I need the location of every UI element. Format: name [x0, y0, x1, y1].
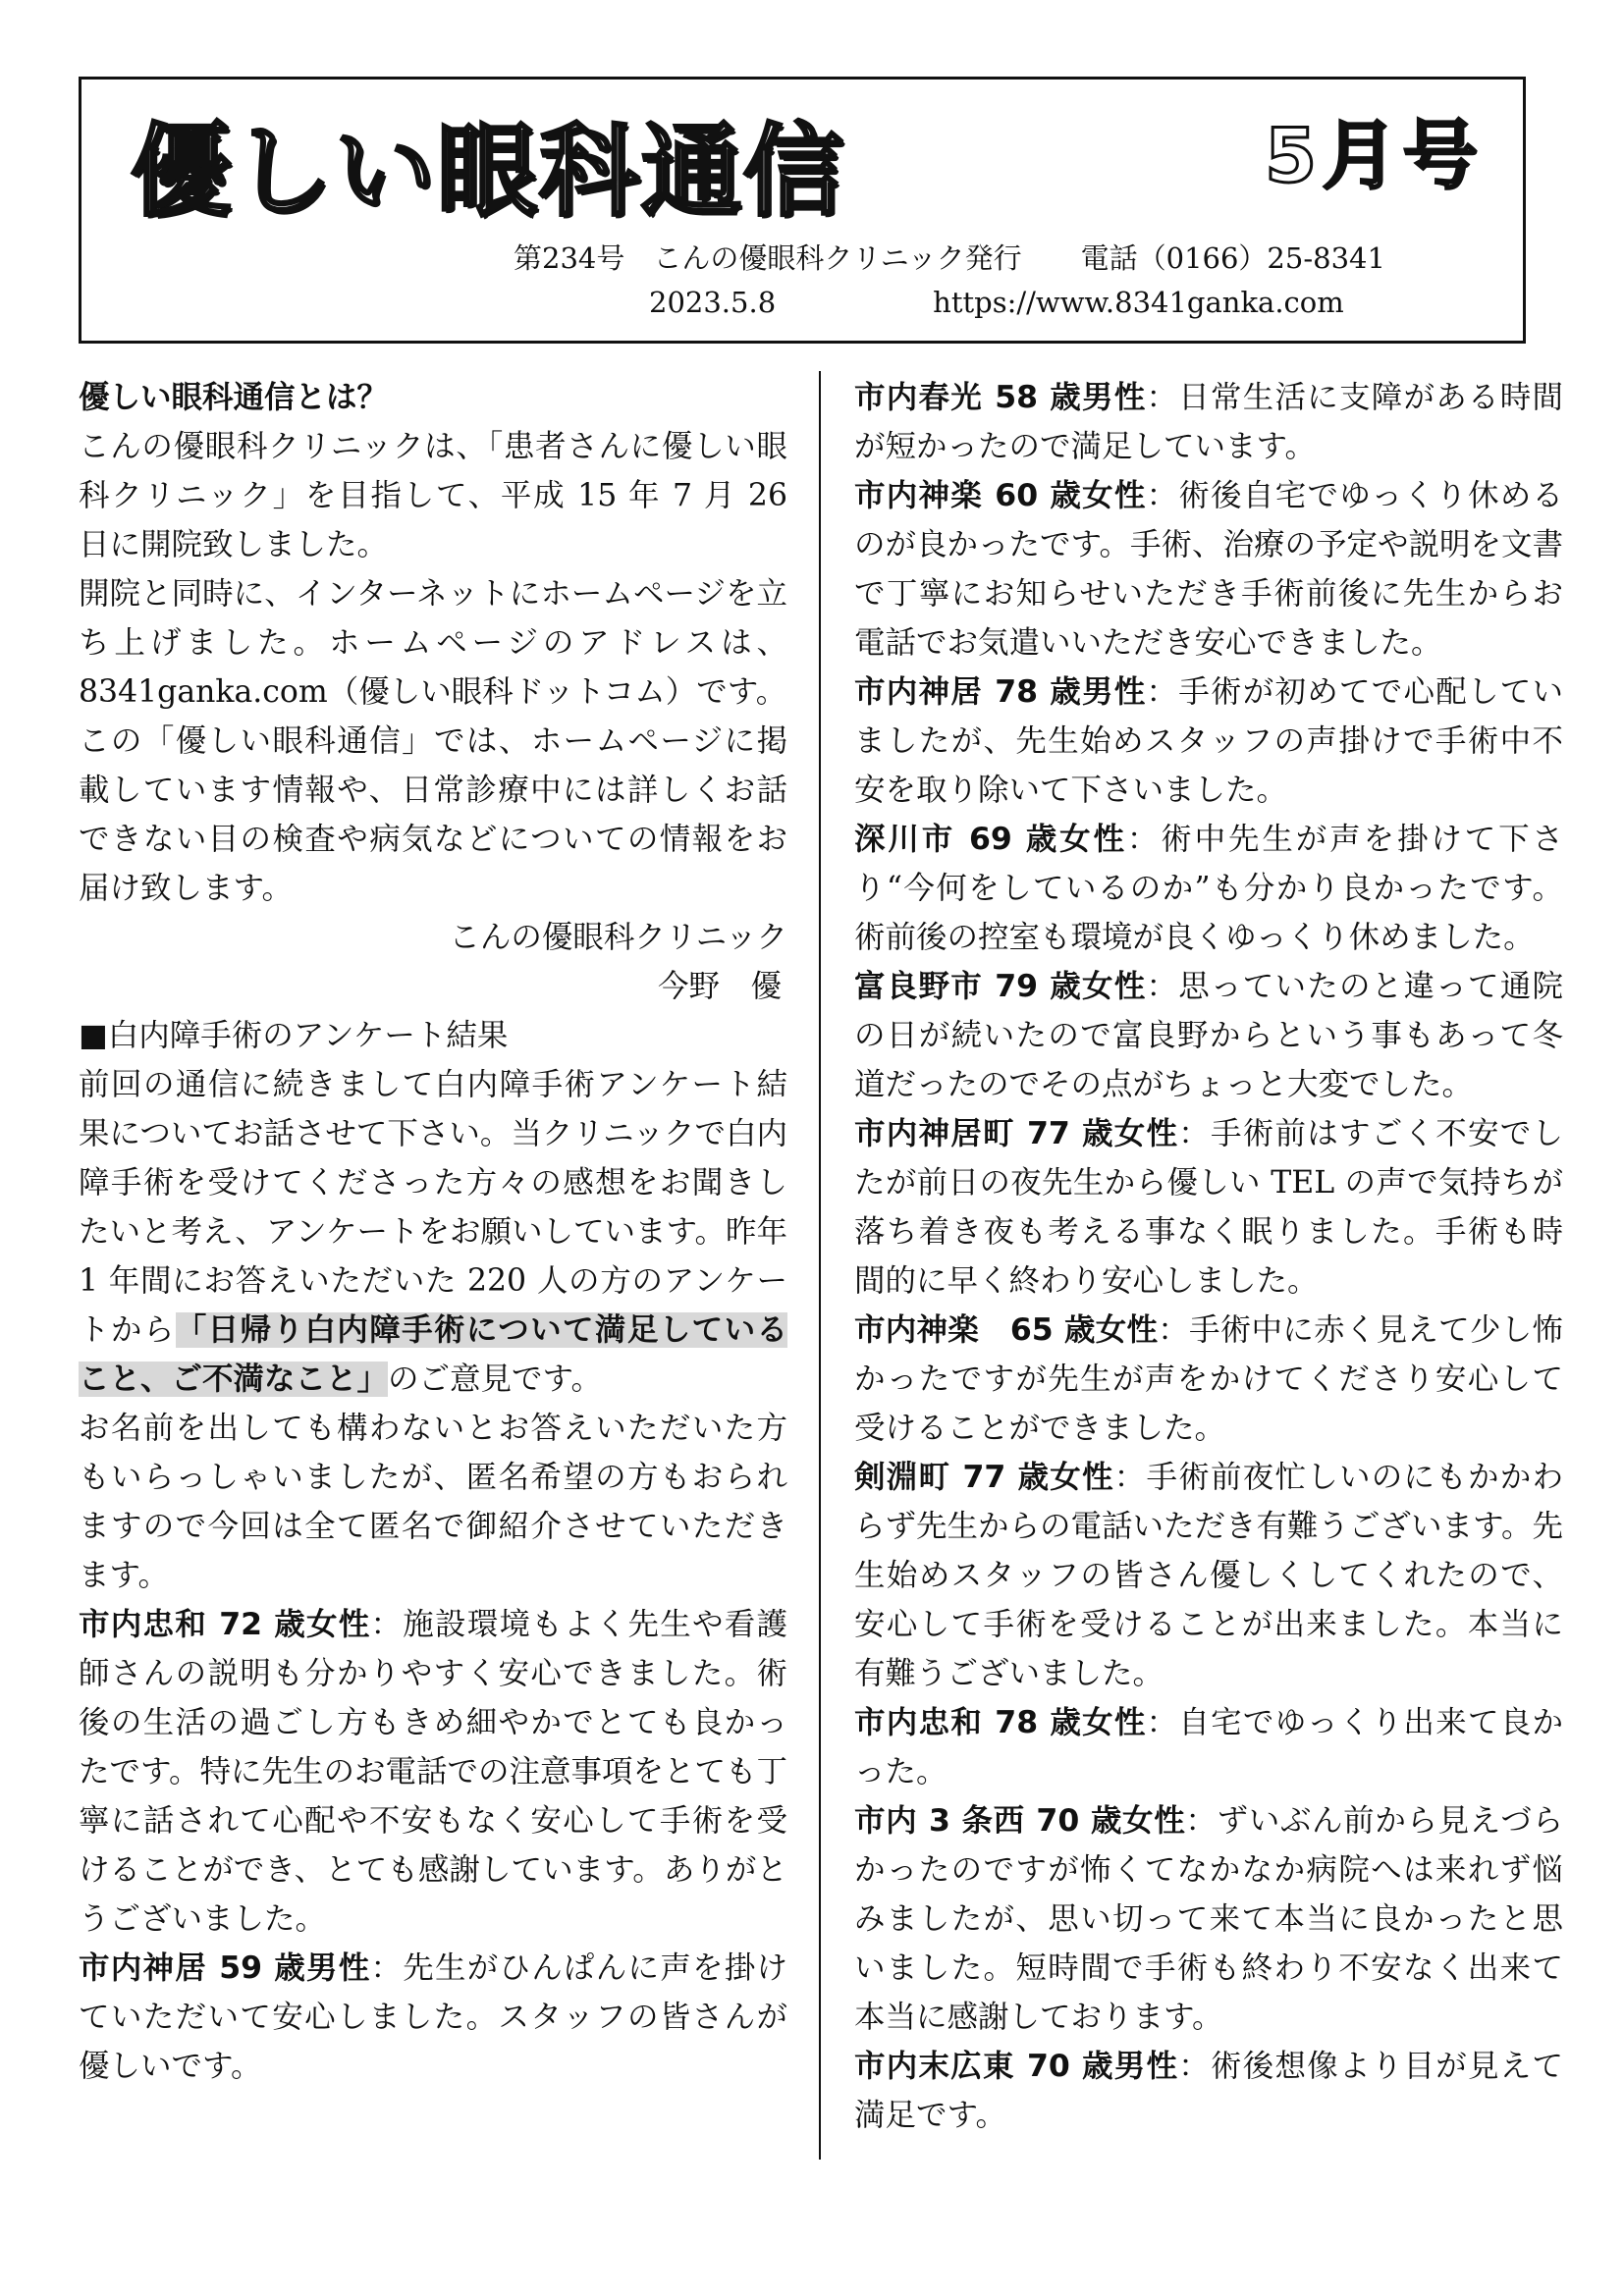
comment-author: 市内忠和 78 歳女性: [854, 1705, 1147, 1740]
newsletter-title: 優しい眼科通信: [131, 114, 845, 231]
issue-number: 第234号 こんの優眼科クリニック発行: [514, 241, 1022, 275]
comment-author: 市内 3 条西 70 歳女性: [854, 1803, 1186, 1839]
comment-item: [854, 471, 1563, 667]
survey-highlight: 「日帰り白内障手術について満足していること、ご不満なこと」: [79, 1312, 787, 1397]
issue-month: 5月号: [1265, 112, 1484, 199]
intro-paragraph-2: 開院と同時に、インターネットにホームページを立ち上げました。ホームページのアドレスは、8341ganka.com（優しい眼科ドットコム）です。: [79, 576, 787, 710]
survey-heading: ■白内障手術のアンケート結果: [79, 1018, 509, 1053]
comment-item: [79, 1944, 787, 2091]
comment-author: 深川市 69 歳女性: [854, 822, 1127, 857]
column-divider: [819, 371, 821, 2160]
comment-item: [854, 373, 1563, 471]
comment-text: ：手術前はすごく不安でしたが前日の夜先生から優しい TEL の声で気持ちが落ち着き夜も考える事なく眠りました。手術も時間的に早く終わり安心しました。: [854, 1116, 1563, 1299]
left-column: [79, 373, 787, 2091]
comment-text: ：先生がひんぱんに声を掛けていただいて安心しました。スタッフの皆さんが優しいです。: [79, 1950, 787, 2084]
website-url[interactable]: https://www.8341ganka.com: [933, 286, 1344, 319]
comment-item: [854, 1796, 1563, 2042]
comment-author: 市内神居 59 歳男性: [79, 1950, 371, 1986]
comment-author: 市内忠和 72 歳女性: [79, 1607, 371, 1642]
intro-heading: 優しい眼科通信とは？: [79, 380, 389, 415]
intro-paragraph-3: この「優しい眼科通信」では、ホームページに掲載しています情報や、日常診療中には詳しくお話できない目の検査や病気などについての情報をお届け致します。: [79, 723, 787, 906]
comment-text: ：手術前夜忙しいのにもかかわらず先生からの電話いただき有難うございます。先生始めスタッフの皆さん優しくしてくれたので、安心して手術を受けることが出来ました。本当に有難うございました。: [854, 1460, 1563, 1691]
comment-item: [854, 962, 1563, 1109]
survey-paragraph-2: お名前を出しても構わないとお答えいただいた方もいらっしゃいましたが、匿名希望の方もおられますので今回は全て匿名で御紹介させていただきます。: [79, 1411, 787, 1593]
comment-author: 富良野市 79 歳女性: [854, 969, 1147, 1004]
comment-text: ：日常生活に支障がある時間が短かったので満足しています。: [854, 380, 1563, 464]
comment-author: 市内神楽 65 歳女性: [854, 1312, 1159, 1348]
phone-number: 電話（0166）25-8341: [1080, 241, 1385, 275]
comment-author: 市内春光 58 歳男性: [854, 380, 1147, 415]
comment-text: ：術後自宅でゆっくり休めるのが良かったです。手術、治療の予定や説明を文書で丁寧にお知らせいただき手術前後に先生からお電話でお気遣いいただき安心できました。: [854, 478, 1563, 661]
comment-item: [854, 667, 1563, 815]
comment-text: ：術中先生が声を掛けて下さり“今何をしているのか”も分かり良かったです。術前後の控室も環境が良くゆっくり休めました。: [854, 822, 1563, 955]
comment-author: 市内末広東 70 歳男性: [854, 2049, 1179, 2084]
header-publisher-line: [514, 237, 1385, 277]
comment-text: ：施設環境もよく先生や看護師さんの説明も分かりやすく安心できました。術後の生活の過ごし方もきめ細やかでとても良かったです。特に先生のお電話での注意事項をとても丁寧に話されて心配や不安もなく安心して手術を受けることができ、とても感謝しています。ありがとうございました。: [79, 1607, 787, 1937]
comment-item: [854, 1306, 1563, 1453]
comment-item: [854, 2042, 1563, 2140]
comment-text: ：手術が初めてで心配していましたが、先生始めスタッフの声掛けで手術中不安を取り除いて下さいました。: [854, 674, 1563, 808]
comment-item: [79, 1600, 787, 1944]
comment-item: [854, 815, 1563, 962]
comment-item: [854, 1109, 1563, 1306]
comment-author: 市内神居 78 歳男性: [854, 674, 1147, 710]
survey-text-before: 前回の通信に続きまして白内障手術アンケート結果についてお話させて下さい。当クリニックで白内障手術を受けてくださった方々の感想をお聞きしたいと考え、アンケートをお願いしています。昨年 1 年間にお答えいただいた 220 人の方のアンケートから: [79, 1067, 787, 1348]
comment-text: ：自宅でゆっくり出来て良かった。: [854, 1705, 1563, 1789]
issue-date: 2023.5.8: [649, 286, 777, 319]
survey-text-after: のご意見です。: [388, 1362, 602, 1397]
comment-author: 市内神居町 77 歳女性: [854, 1116, 1179, 1151]
right-column: [854, 373, 1563, 2140]
intro-paragraph-1: こんの優眼科クリニックは、「患者さんに優しい眼科クリニック」を目指して、平成 15 年 7 月 26 日に開院致しました。: [79, 429, 787, 562]
comment-author: 剣淵町 77 歳女性: [854, 1460, 1114, 1495]
comment-text: ：ずいぶん前から見えづらかったのですが怖くてなかなか病院へは来れず悩みましたが、思い切って来て本当に良かったと思いました。短時間で手術も終わり不安なく出来て本当に感謝しております。: [854, 1803, 1563, 2035]
comment-item: [854, 1698, 1563, 1796]
signature-name: 今野 優: [657, 969, 782, 1004]
comment-author: 市内神楽 60 歳女性: [854, 478, 1147, 513]
comment-text: ：術後想像より目が見えて満足です。: [854, 2049, 1563, 2133]
comment-item: [854, 1453, 1563, 1698]
comment-text: ：思っていたのと違って通院の日が続いたので富良野からという事もあって冬道だったのでその点がちょっと大変でした。: [854, 969, 1563, 1102]
newsletter-header: [79, 77, 1526, 344]
header-date-line: [649, 286, 1344, 319]
signature-clinic: こんの優眼科クリニック: [449, 920, 787, 955]
comment-text: ：手術中に赤く見えて少し怖かったですが先生が声をかけてくださり安心して受けることができました。: [854, 1312, 1563, 1446]
survey-paragraph-1: [79, 1060, 787, 1404]
